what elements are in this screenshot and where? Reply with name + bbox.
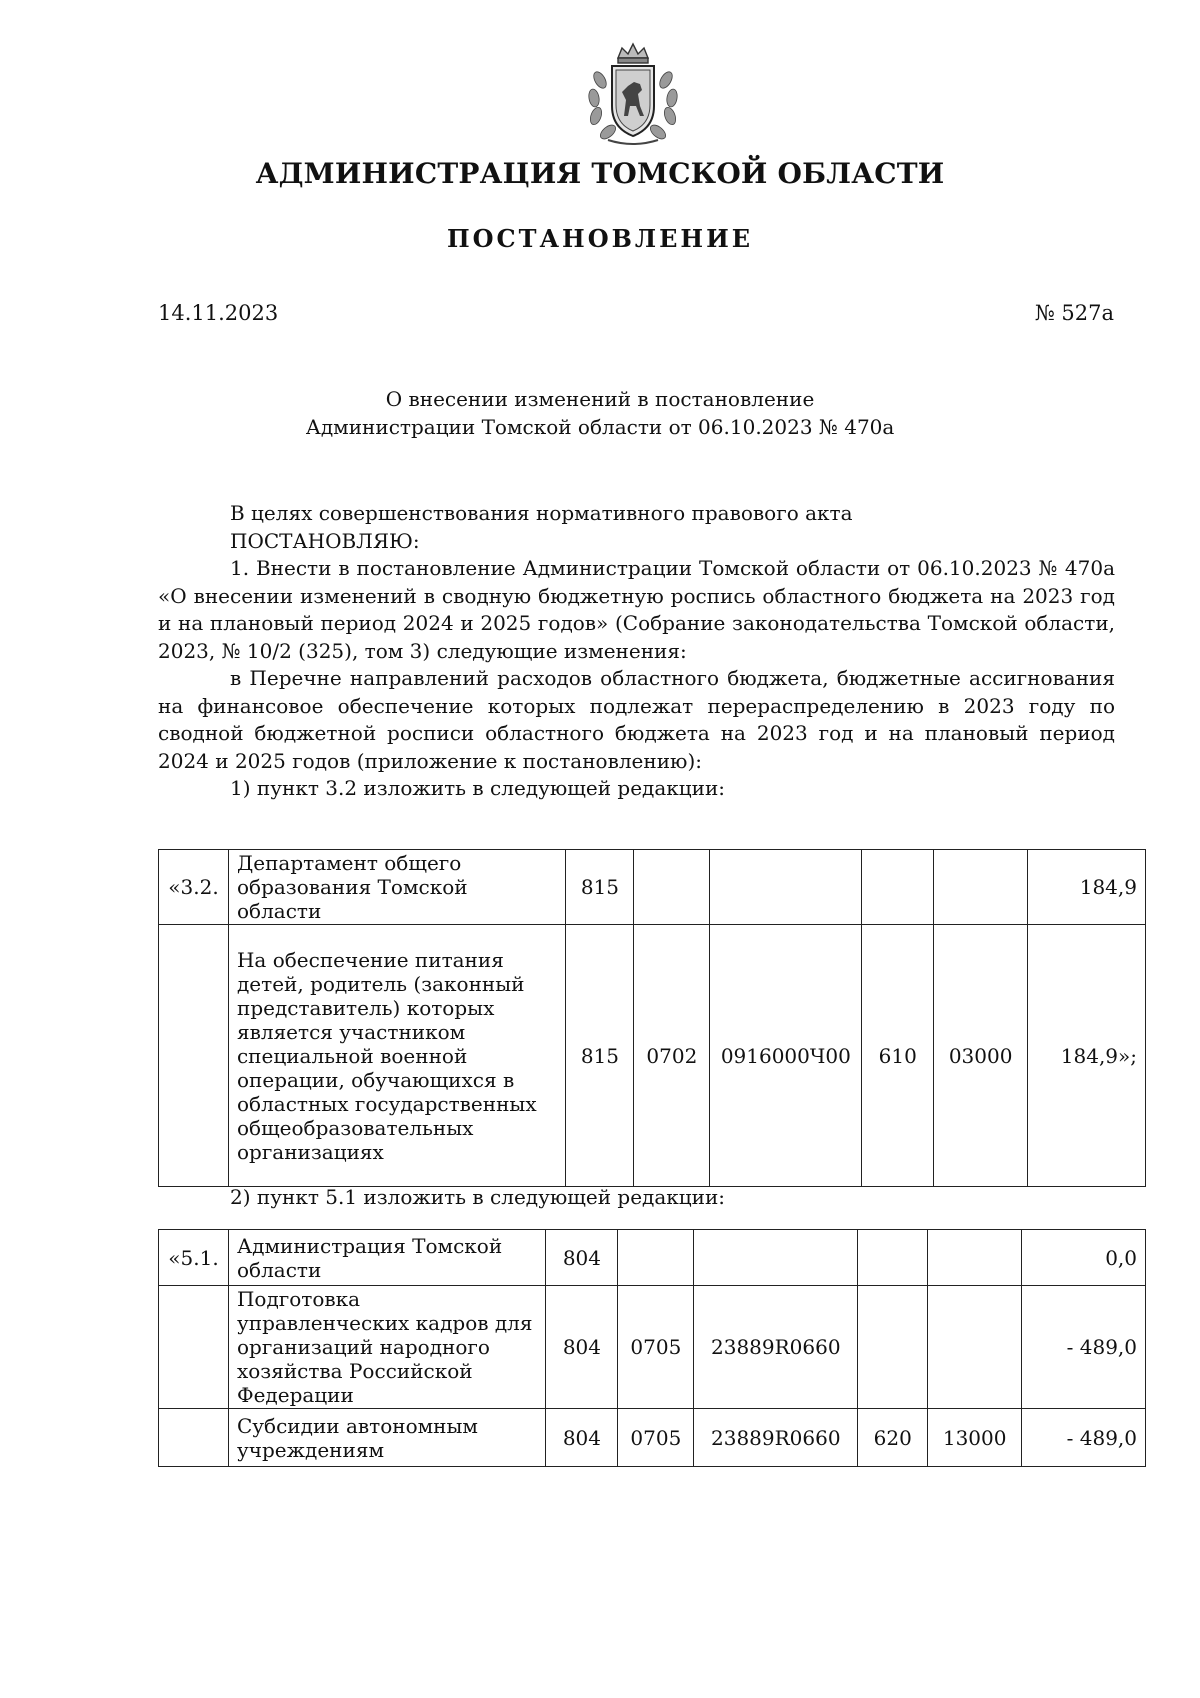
cell-additional: 13000 [928,1409,1022,1467]
coat-of-arms-icon [578,40,688,150]
table-row [159,925,1146,1187]
table-row [159,1230,1146,1286]
cell-section [618,1230,694,1286]
cell-sum: - 489,0 [1022,1409,1146,1467]
cell-sum: - 489,0 [1022,1286,1146,1409]
cell-target: 0916000Ч00 [710,925,862,1187]
cell-name: Субсидии автономным учреждениям [228,1409,545,1467]
table-row [159,850,1146,925]
cell-name: На обеспечение питания детей, родитель (законный представитель) которых является участником специальной военной операции, обучающихся в областных государственных общеобразовательных организациях [228,925,565,1187]
point-2-paragraph: 2) пункт 5.1 изложить в следующей редакции: [230,1185,726,1209]
cell-code: 804 [546,1286,618,1409]
cell-no: «5.1. [159,1230,229,1286]
cell-additional [928,1230,1022,1286]
cell-additional [934,850,1028,925]
cell-section: 0705 [618,1286,694,1409]
point-1-paragraph: 1) пункт 3.2 изложить в следующей редакции: [230,776,726,800]
amendment-table-5-1 [158,1229,1146,1467]
cell-type: 620 [858,1409,928,1467]
cell-target [694,1230,858,1286]
table-row [159,1286,1146,1409]
cell-section: 0702 [634,925,710,1187]
cell-sum: 184,9»; [1028,925,1146,1187]
cell-type [858,1230,928,1286]
document-number: № 527а [1034,301,1114,325]
document-body [158,500,1115,803]
cell-target [710,850,862,925]
subject-line-2: Администрации Томской области от 06.10.2023 № 470а [305,415,895,439]
cell-section: 0705 [618,1409,694,1467]
cell-no [159,925,229,1187]
document-date: 14.11.2023 [158,301,279,325]
cell-type: 610 [862,925,934,1187]
document-subject [0,385,1200,441]
cell-code: 815 [566,850,634,925]
cell-name: Департамент общего образования Томской области [228,850,565,925]
cell-type [862,850,934,925]
subject-line-1: О внесении изменений в постановление [385,387,815,411]
list-intro-paragraph: в Перечне направлений расходов областного бюджета, бюджетные ассигнования на финансовое обеспечение которых подлежат перераспределению в 2023 году по сводной бюджетной росписи областного бюджета на 2023 год и на плановый период 2024 и 2025 годов (приложение к постановлению): [158,666,1115,773]
cell-section [634,850,710,925]
cell-no: «3.2. [159,850,229,925]
purpose-paragraph: В целях совершенствования нормативного правового акта [230,501,853,525]
table-row [159,1409,1146,1467]
amendment-table-3-2 [158,849,1146,1187]
cell-code: 815 [566,925,634,1187]
item-1-paragraph: 1. Внести в постановление Администрации Томской области от 06.10.2023 № 470а «О внесении изменений в сводную бюджетную роспись областного бюджета на 2023 год и на плановый период 2024 и 2025 годов» (Собрание законодательства Томской области, 2023, № 10/2 (325), том 3) следующие изменения: [158,556,1115,663]
cell-code: 804 [546,1409,618,1467]
cell-sum: 184,9 [1028,850,1146,925]
cell-name: Подготовка управленческих кадров для организаций народного хозяйства Российской Федерации [228,1286,545,1409]
cell-no [159,1286,229,1409]
document-type: ПОСТАНОВЛЕНИЕ [446,224,754,253]
cell-type [858,1286,928,1409]
cell-name: Администрация Томской области [228,1230,545,1286]
cell-target: 23889R0660 [694,1409,858,1467]
cell-sum: 0,0 [1022,1230,1146,1286]
cell-additional: 03000 [934,925,1028,1187]
cell-no [159,1409,229,1467]
cell-code: 804 [546,1230,618,1286]
decree-word: ПОСТАНОВЛЯЮ: [230,528,420,553]
cell-additional [928,1286,1022,1409]
cell-target: 23889R0660 [694,1286,858,1409]
organization-title: АДМИНИСТРАЦИЯ ТОМСКОЙ ОБЛАСТИ [255,157,945,190]
